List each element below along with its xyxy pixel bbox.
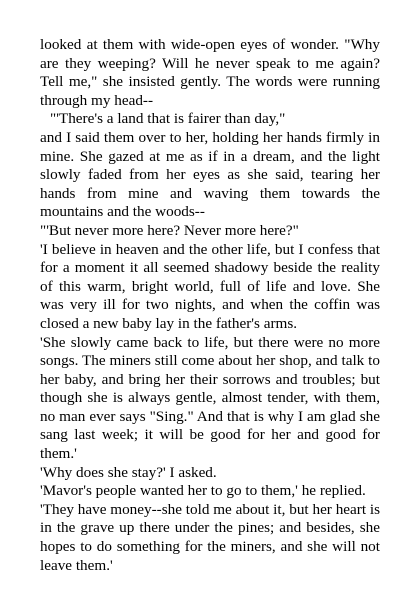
paragraph: 'Why does she stay?' I asked.	[40, 463, 217, 481]
verse-line: "'But never more here? Never more here?"	[40, 221, 299, 239]
paragraph: 'She slowly came back to life, but there were no more songs. The miners still come about her shop, and talk to her baby, and bring her their sorrows and troubles; but though she is always gentle, almost tender, with them, no man ever says "Sing." And that is why I am glad she sang last week; it will be good for her and good for them.'	[40, 333, 380, 463]
page-body	[40, 36, 380, 575]
paragraph: looked at them with wide-open eyes of wonder. "Why are they weeping? Will he never speak to me again? Tell me," she insisted gently. The words were running through my head--	[40, 36, 380, 109]
paragraph: 'I believe in heaven and the other life, but I confess that for a moment it all seemed shadowy beside the reality of this warm, bright world, full of life and love. She was very ill for two nights, and when the coffin was closed a new baby lay in the father's arms.	[40, 240, 380, 332]
verse-line: "'There's a land that is fairer than day,"	[50, 110, 286, 128]
paragraph: 'They have money--she told me about it, but her heart is in the grave up there under the pines; and besides, she hopes to do something for the miners, and she will not leave them.'	[40, 500, 380, 574]
paragraph: 'Mavor's people wanted her to go to them,' he replied.	[40, 482, 366, 500]
paragraph: and I said them over to her, holding her hands firmly in mine. She gazed at me as if in a dream, and the light slowly faded from her eyes as she said, tearing her hands from mine and waving them towards the mountains and the woods--	[40, 128, 380, 221]
